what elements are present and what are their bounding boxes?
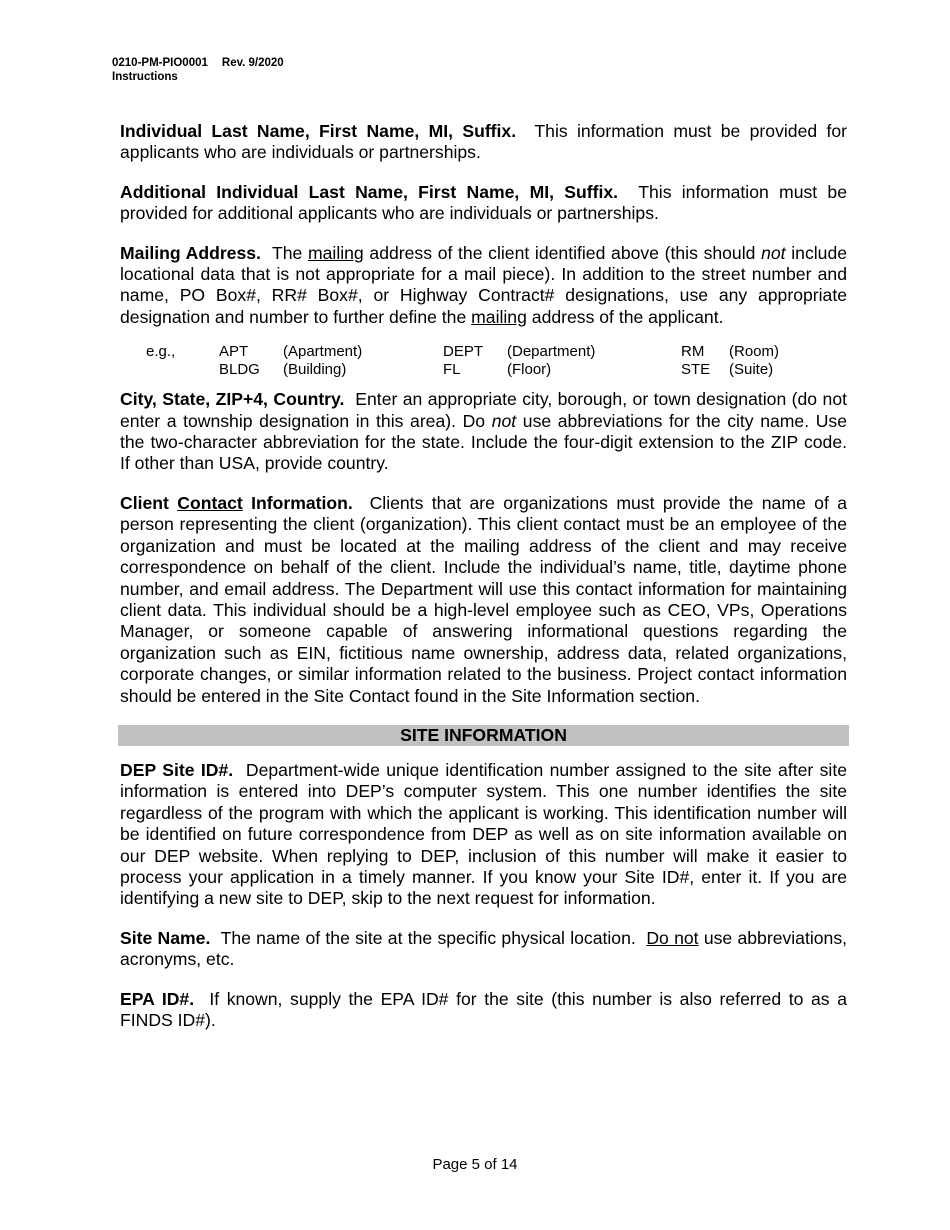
paragraph-text: This information must be provided for additional applicants who are individuals or partnerships. [120,181,847,224]
abbr-code: RM [681,343,705,361]
abbr-desc: (Suite) [729,361,774,379]
abbr-code: BLDG [219,361,260,379]
title-part: Information. [251,492,353,513]
document-body [120,121,847,1049]
paragraph-additional-individual [120,182,847,225]
paragraph-title: Additional Individual Last Name, First Name, MI, Suffix. [120,181,619,202]
underlined-text: mailing [307,242,364,263]
paragraph-title: Site Name. [120,927,211,948]
paragraph-mailing-address [120,243,847,329]
paragraph-title: Mailing Address. [120,242,261,263]
title-part: Client [120,492,169,513]
paragraph-city-state [120,389,847,475]
paragraph-text: Department-wide unique identification number assigned to the site after site information is entered into DEP’s computer system. This one number identifies the site regardless of the program with which the applicant is working. This identification number will be identified on future correspondence from DEP as well as on site information available on our DEP website. When replying to DEP, inclusion of this number will make it easier to process your application in a timely manner. If you know your Site ID#, enter it. If you are identifying a new site to DEP, skip to the next request for information. [120,759,847,909]
paragraph-text: The name of the site at the specific physical location. [220,927,636,948]
paragraph-text: address of the applicant. [531,306,724,327]
emphasis-text: not [491,410,517,431]
paragraph-title: City, State, ZIP+4, Country. [120,389,345,410]
paragraph-text: If known, supply the EPA ID# for the site (this number is also referred to as a FINDS ID#). [120,988,847,1030]
paragraph-text: use abbreviations, acronyms, etc. [120,927,848,970]
abbr-code: STE [681,361,711,379]
section-heading-site-information: SITE INFORMATION [118,725,849,746]
paragraph-text: Clients that are organizations must provide the name of a person representing the client (organization). This client contact must be an employee of the organization and must be located at the mailing address of the client and may receive correspondence on behalf of the client. Include the individual’s name, title, daytime phone number, and email address. The Department will use this contact information for maintaining client data. This individual should be a high-level employee such as CEO, VPs, Operations Manager, or someone capable of answering informational questions regarding the organization such as EIN, fictitious name ownership, address data, related organizations, corporate changes, or similar information related to the business. Project contact information should be entered in the Site Contact found in the Site Information section. [120,492,848,706]
paragraph-site-name [120,928,847,971]
underlined-text: mailing [471,306,527,327]
paragraph-client-contact [120,493,847,707]
paragraph-dep-site-id [120,760,847,910]
abbr-code: APT [219,343,249,361]
abbr-desc: (Room) [729,343,780,361]
abbr-code: DEPT [443,343,484,361]
revision: Rev. 9/2020 [221,57,284,69]
paragraph-text: address of the client identified above (this should [369,242,756,263]
underlined-text: Do not [646,927,699,948]
document-header [112,56,284,84]
paragraph-title: Individual Last Name, First Name, MI, Suffix. [120,121,517,141]
paragraph-title: DEP Site ID#. [120,759,234,780]
abbr-desc: (Building) [283,361,347,379]
paragraph-title: EPA ID#. [120,988,195,1009]
abbr-desc: (Floor) [507,361,552,379]
paragraph-text: The [271,242,303,263]
paragraph-text: use abbreviations for the city name. Use the two-character abbreviation for the state. Include the four-digit extension to the ZIP code. If other than USA, provide country. [120,410,848,474]
abbr-desc: (Apartment) [283,343,363,361]
abbreviation-examples [120,343,847,381]
doc-label: Instructions [112,71,178,83]
paragraph-title [120,493,353,513]
paragraph-epa-id [120,989,847,1032]
paragraph-text: This information must be provided for applicants who are individuals or partnerships. [120,121,847,163]
underlined-text: Contact [177,492,243,513]
paragraph-individual-name [120,121,847,164]
emphasis-text: not [761,242,786,263]
abbr-desc: (Department) [507,343,596,361]
paragraph-text: include locational data that is not appropriate for a mail piece). In addition to the street number and name, PO Box#, RR# Box#, or Highway Contract# designations, use any appropriate designation and number to further define the [120,242,848,327]
doc-id: 0210-PM-PIO0001 [112,57,208,69]
page-number: Page 5 of 14 [432,1156,518,1173]
abbr-code: FL [443,361,461,379]
eg-label: e.g., [146,343,176,361]
paragraph-text: Enter an appropriate city, borough, or town designation (do not enter a township designation in this area). Do [120,389,847,431]
